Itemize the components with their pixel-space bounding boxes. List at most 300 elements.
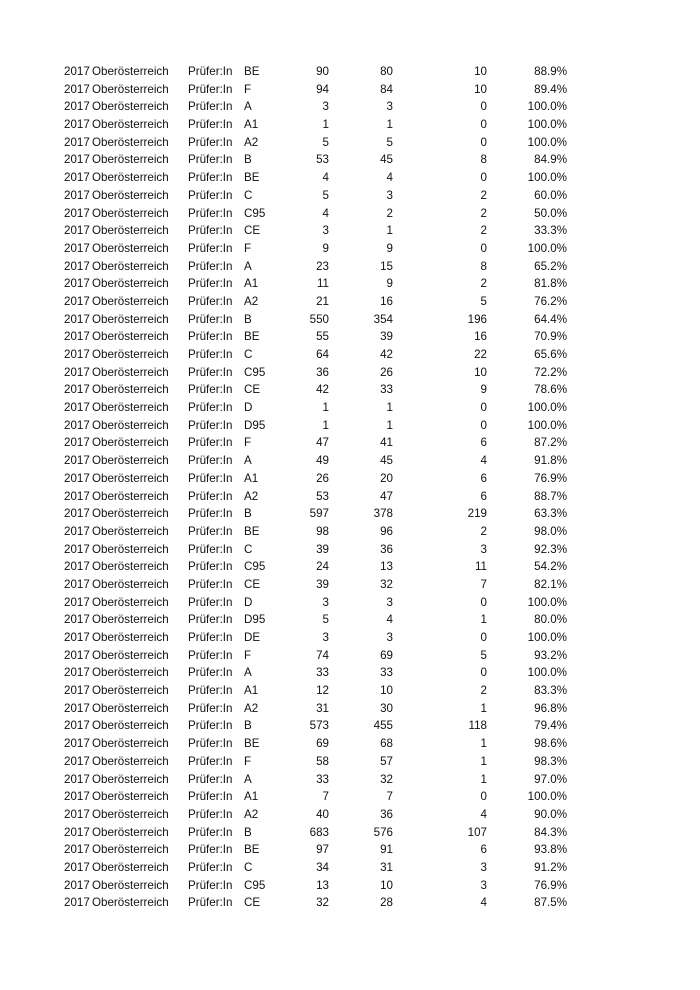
region-cell: Oberösterreich xyxy=(92,613,169,627)
role-cell: Prüfer:In xyxy=(188,790,233,804)
total-cell: 3 xyxy=(322,595,329,609)
region-cell: Oberösterreich xyxy=(92,896,169,910)
pass-rate-cell: 93.2% xyxy=(534,648,567,662)
role-cell: Prüfer:In xyxy=(188,896,233,910)
passed-cell: 36 xyxy=(380,542,393,556)
table-row xyxy=(64,328,584,346)
failed-cell: 107 xyxy=(467,825,487,839)
pass-rate-cell: 72.2% xyxy=(534,365,567,379)
total-cell: 13 xyxy=(316,878,329,892)
failed-cell: 2 xyxy=(480,206,487,220)
license-class-cell: B xyxy=(244,825,252,839)
year-cell: 2017 xyxy=(64,82,90,96)
pass-rate-cell: 82.1% xyxy=(534,577,567,591)
failed-cell: 10 xyxy=(474,65,487,78)
license-class-cell: BE xyxy=(244,330,260,344)
failed-cell: 0 xyxy=(480,666,487,680)
total-cell: 49 xyxy=(316,454,329,468)
table-row xyxy=(64,841,584,859)
failed-cell: 10 xyxy=(474,82,487,96)
role-cell: Prüfer:In xyxy=(188,383,233,397)
year-cell: 2017 xyxy=(64,701,90,715)
role-cell: Prüfer:In xyxy=(188,259,233,273)
license-class-cell: F xyxy=(244,648,252,662)
passed-cell: 3 xyxy=(386,595,393,609)
license-class-cell: B xyxy=(244,312,252,326)
year-cell: 2017 xyxy=(64,312,90,326)
pass-rate-cell: 84.9% xyxy=(534,153,567,167)
year-cell: 2017 xyxy=(64,171,90,185)
failed-cell: 4 xyxy=(480,896,487,910)
year-cell: 2017 xyxy=(64,666,90,680)
table-row xyxy=(64,647,584,665)
role-cell: Prüfer:In xyxy=(188,118,233,132)
role-cell: Prüfer:In xyxy=(188,418,233,432)
passed-cell: 1 xyxy=(386,401,393,415)
year-cell: 2017 xyxy=(64,577,90,591)
license-class-cell: D xyxy=(244,595,253,609)
table-row xyxy=(64,169,584,187)
failed-cell: 0 xyxy=(480,241,487,255)
region-cell: Oberösterreich xyxy=(92,807,169,821)
role-cell: Prüfer:In xyxy=(188,860,233,874)
failed-cell: 6 xyxy=(480,471,487,485)
role-cell: Prüfer:In xyxy=(188,524,233,538)
year-cell: 2017 xyxy=(64,807,90,821)
year-cell: 2017 xyxy=(64,524,90,538)
pass-rate-cell: 65.6% xyxy=(534,348,567,361)
year-cell: 2017 xyxy=(64,613,90,627)
year-cell: 2017 xyxy=(64,595,90,609)
passed-cell: 96 xyxy=(380,524,393,538)
role-cell: Prüfer:In xyxy=(188,878,233,892)
total-cell: 5 xyxy=(322,613,329,627)
failed-cell: 4 xyxy=(480,807,487,821)
pass-rate-cell: 81.8% xyxy=(534,277,567,291)
license-class-cell: A xyxy=(244,772,252,786)
table-row xyxy=(64,859,584,877)
table-row xyxy=(64,151,584,169)
table-row xyxy=(64,806,584,824)
role-cell: Prüfer:In xyxy=(188,772,233,786)
passed-cell: 3 xyxy=(386,188,393,202)
region-cell: Oberösterreich xyxy=(92,224,169,238)
passed-cell: 354 xyxy=(373,312,393,326)
pass-rate-cell: 80.0% xyxy=(534,613,567,627)
license-class-cell: A1 xyxy=(244,118,259,132)
passed-cell: 32 xyxy=(380,772,393,786)
pass-rate-cell: 87.2% xyxy=(534,436,567,450)
year-cell: 2017 xyxy=(64,241,90,255)
year-cell: 2017 xyxy=(64,860,90,874)
passed-cell: 41 xyxy=(380,436,393,450)
year-cell: 2017 xyxy=(64,684,90,698)
license-class-cell: A xyxy=(244,100,252,114)
role-cell: Prüfer:In xyxy=(188,684,233,698)
license-class-cell: B xyxy=(244,507,252,521)
pass-rate-cell: 64.4% xyxy=(534,312,567,326)
role-cell: Prüfer:In xyxy=(188,542,233,556)
table-row xyxy=(64,771,584,789)
table-row xyxy=(64,611,584,629)
year-cell: 2017 xyxy=(64,348,90,361)
license-class-cell: A xyxy=(244,666,252,680)
failed-cell: 11 xyxy=(474,560,487,574)
table-row xyxy=(64,417,584,435)
passed-cell: 26 xyxy=(380,365,393,379)
license-class-cell: A xyxy=(244,259,252,273)
table-row xyxy=(64,576,584,594)
pass-rate-cell: 97.0% xyxy=(534,772,567,786)
region-cell: Oberösterreich xyxy=(92,454,169,468)
passed-cell: 10 xyxy=(380,684,393,698)
total-cell: 40 xyxy=(316,807,329,821)
region-cell: Oberösterreich xyxy=(92,542,169,556)
passed-cell: 33 xyxy=(380,383,393,397)
pass-rate-cell: 100.0% xyxy=(527,595,567,609)
passed-cell: 68 xyxy=(380,737,393,751)
total-cell: 33 xyxy=(316,772,329,786)
data-table xyxy=(64,63,584,912)
role-cell: Prüfer:In xyxy=(188,719,233,733)
failed-cell: 10 xyxy=(474,365,487,379)
year-cell: 2017 xyxy=(64,100,90,114)
table-row xyxy=(64,205,584,223)
total-cell: 21 xyxy=(316,294,329,308)
pass-rate-cell: 98.6% xyxy=(534,737,567,751)
total-cell: 55 xyxy=(316,330,329,344)
role-cell: Prüfer:In xyxy=(188,825,233,839)
license-class-cell: B xyxy=(244,153,252,167)
year-cell: 2017 xyxy=(64,631,90,644)
passed-cell: 45 xyxy=(380,454,393,468)
pass-rate-cell: 76.2% xyxy=(534,294,567,308)
passed-cell: 33 xyxy=(380,666,393,680)
table-row xyxy=(64,116,584,134)
region-cell: Oberösterreich xyxy=(92,82,169,96)
year-cell: 2017 xyxy=(64,383,90,397)
passed-cell: 28 xyxy=(380,896,393,910)
passed-cell: 69 xyxy=(380,648,393,662)
pass-rate-cell: 89.4% xyxy=(534,82,567,96)
pass-rate-cell: 93.8% xyxy=(534,843,567,857)
passed-cell: 80 xyxy=(380,65,393,78)
role-cell: Prüfer:In xyxy=(188,153,233,167)
year-cell: 2017 xyxy=(64,737,90,751)
table-row xyxy=(64,877,584,895)
region-cell: Oberösterreich xyxy=(92,436,169,450)
failed-cell: 6 xyxy=(480,489,487,503)
license-class-cell: F xyxy=(244,82,252,96)
table-row xyxy=(64,63,584,81)
table-row xyxy=(64,700,584,718)
role-cell: Prüfer:In xyxy=(188,277,233,291)
license-class-cell: A1 xyxy=(244,790,259,804)
license-class-cell: A2 xyxy=(244,701,259,715)
total-cell: 1 xyxy=(322,401,329,415)
region-cell: Oberösterreich xyxy=(92,719,169,733)
pass-rate-cell: 87.5% xyxy=(534,896,567,910)
pass-rate-cell: 90.0% xyxy=(534,807,567,821)
role-cell: Prüfer:In xyxy=(188,330,233,344)
region-cell: Oberösterreich xyxy=(92,188,169,202)
pass-rate-cell: 100.0% xyxy=(527,401,567,415)
passed-cell: 576 xyxy=(373,825,393,839)
table-row xyxy=(64,275,584,293)
year-cell: 2017 xyxy=(64,542,90,556)
passed-cell: 57 xyxy=(380,754,393,768)
role-cell: Prüfer:In xyxy=(188,595,233,609)
failed-cell: 6 xyxy=(480,843,487,857)
license-class-cell: BE xyxy=(244,843,260,857)
failed-cell: 0 xyxy=(480,118,487,132)
passed-cell: 30 xyxy=(380,701,393,715)
role-cell: Prüfer:In xyxy=(188,365,233,379)
pass-rate-cell: 78.6% xyxy=(534,383,567,397)
total-cell: 3 xyxy=(322,631,329,644)
failed-cell: 0 xyxy=(480,631,487,644)
license-class-cell: A1 xyxy=(244,684,259,698)
pass-rate-cell: 100.0% xyxy=(527,631,567,644)
table-row xyxy=(64,488,584,506)
year-cell: 2017 xyxy=(64,206,90,220)
table-row xyxy=(64,187,584,205)
passed-cell: 13 xyxy=(380,560,393,574)
year-cell: 2017 xyxy=(64,436,90,450)
total-cell: 24 xyxy=(316,560,329,574)
failed-cell: 219 xyxy=(467,507,487,521)
role-cell: Prüfer:In xyxy=(188,666,233,680)
total-cell: 23 xyxy=(316,259,329,273)
failed-cell: 4 xyxy=(480,454,487,468)
year-cell: 2017 xyxy=(64,719,90,733)
region-cell: Oberösterreich xyxy=(92,259,169,273)
pass-rate-cell: 33.3% xyxy=(534,224,567,238)
total-cell: 42 xyxy=(316,383,329,397)
role-cell: Prüfer:In xyxy=(188,312,233,326)
table-row xyxy=(64,682,584,700)
region-cell: Oberösterreich xyxy=(92,348,169,361)
total-cell: 4 xyxy=(322,171,329,185)
year-cell: 2017 xyxy=(64,65,90,78)
license-class-cell: D95 xyxy=(244,418,266,432)
failed-cell: 1 xyxy=(480,772,487,786)
total-cell: 5 xyxy=(322,188,329,202)
passed-cell: 2 xyxy=(386,206,393,220)
pass-rate-cell: 100.0% xyxy=(527,118,567,132)
failed-cell: 22 xyxy=(474,348,487,361)
table-row xyxy=(64,470,584,488)
total-cell: 36 xyxy=(316,365,329,379)
total-cell: 4 xyxy=(322,206,329,220)
year-cell: 2017 xyxy=(64,489,90,503)
role-cell: Prüfer:In xyxy=(188,241,233,255)
pass-rate-cell: 91.8% xyxy=(534,454,567,468)
failed-cell: 9 xyxy=(480,383,487,397)
license-class-cell: C95 xyxy=(244,560,266,574)
table-row xyxy=(64,364,584,382)
table-row xyxy=(64,346,584,364)
role-cell: Prüfer:In xyxy=(188,754,233,768)
pass-rate-cell: 98.0% xyxy=(534,524,567,538)
pass-rate-cell: 79.4% xyxy=(534,719,567,733)
year-cell: 2017 xyxy=(64,224,90,238)
passed-cell: 1 xyxy=(386,418,393,432)
total-cell: 3 xyxy=(322,100,329,114)
pass-rate-cell: 76.9% xyxy=(534,471,567,485)
license-class-cell: C95 xyxy=(244,206,266,220)
year-cell: 2017 xyxy=(64,401,90,415)
license-class-cell: CE xyxy=(244,896,261,910)
failed-cell: 5 xyxy=(480,648,487,662)
pass-rate-cell: 92.3% xyxy=(534,542,567,556)
year-cell: 2017 xyxy=(64,153,90,167)
role-cell: Prüfer:In xyxy=(188,560,233,574)
region-cell: Oberösterreich xyxy=(92,471,169,485)
table-row xyxy=(64,717,584,735)
region-cell: Oberösterreich xyxy=(92,277,169,291)
table-row xyxy=(64,240,584,258)
passed-cell: 4 xyxy=(386,613,393,627)
region-cell: Oberösterreich xyxy=(92,118,169,132)
total-cell: 33 xyxy=(316,666,329,680)
license-class-cell: BE xyxy=(244,65,260,78)
license-class-cell: CE xyxy=(244,224,261,238)
failed-cell: 1 xyxy=(480,754,487,768)
total-cell: 1 xyxy=(322,418,329,432)
role-cell: Prüfer:In xyxy=(188,577,233,591)
passed-cell: 4 xyxy=(386,171,393,185)
failed-cell: 0 xyxy=(480,100,487,114)
table-row xyxy=(64,293,584,311)
region-cell: Oberösterreich xyxy=(92,701,169,715)
role-cell: Prüfer:In xyxy=(188,471,233,485)
license-class-cell: D95 xyxy=(244,613,266,627)
license-class-cell: F xyxy=(244,241,252,255)
region-cell: Oberösterreich xyxy=(92,631,169,644)
license-class-cell: C xyxy=(244,348,253,361)
failed-cell: 0 xyxy=(480,135,487,149)
table-row xyxy=(64,735,584,753)
passed-cell: 36 xyxy=(380,807,393,821)
failed-cell: 3 xyxy=(480,860,487,874)
failed-cell: 2 xyxy=(480,277,487,291)
pass-rate-cell: 84.3% xyxy=(534,825,567,839)
total-cell: 39 xyxy=(316,577,329,591)
pass-rate-cell: 100.0% xyxy=(527,135,567,149)
table-row xyxy=(64,311,584,329)
failed-cell: 16 xyxy=(474,330,487,344)
region-cell: Oberösterreich xyxy=(92,878,169,892)
year-cell: 2017 xyxy=(64,454,90,468)
table-row xyxy=(64,399,584,417)
year-cell: 2017 xyxy=(64,878,90,892)
failed-cell: 6 xyxy=(480,436,487,450)
passed-cell: 32 xyxy=(380,577,393,591)
pass-rate-cell: 63.3% xyxy=(534,507,567,521)
role-cell: Prüfer:In xyxy=(188,701,233,715)
pass-rate-cell: 100.0% xyxy=(527,418,567,432)
license-class-cell: CE xyxy=(244,577,261,591)
license-class-cell: F xyxy=(244,754,252,768)
total-cell: 12 xyxy=(316,684,329,698)
passed-cell: 1 xyxy=(386,224,393,238)
table-row xyxy=(64,629,584,647)
pass-rate-cell: 83.3% xyxy=(534,684,567,698)
year-cell: 2017 xyxy=(64,294,90,308)
failed-cell: 196 xyxy=(467,312,487,326)
pass-rate-cell: 100.0% xyxy=(527,790,567,804)
role-cell: Prüfer:In xyxy=(188,401,233,415)
table-row xyxy=(64,894,584,912)
failed-cell: 2 xyxy=(480,188,487,202)
license-class-cell: C xyxy=(244,188,253,202)
total-cell: 7 xyxy=(322,790,329,804)
pass-rate-cell: 91.2% xyxy=(534,860,567,874)
region-cell: Oberösterreich xyxy=(92,825,169,839)
pass-rate-cell: 88.9% xyxy=(534,65,567,78)
year-cell: 2017 xyxy=(64,418,90,432)
region-cell: Oberösterreich xyxy=(92,153,169,167)
total-cell: 9 xyxy=(322,241,329,255)
year-cell: 2017 xyxy=(64,560,90,574)
table-row xyxy=(64,452,584,470)
failed-cell: 3 xyxy=(480,542,487,556)
pass-rate-cell: 96.8% xyxy=(534,701,567,715)
pass-rate-cell: 65.2% xyxy=(534,259,567,273)
role-cell: Prüfer:In xyxy=(188,737,233,751)
failed-cell: 118 xyxy=(468,719,487,733)
role-cell: Prüfer:In xyxy=(188,631,233,644)
role-cell: Prüfer:In xyxy=(188,454,233,468)
total-cell: 74 xyxy=(316,648,329,662)
total-cell: 26 xyxy=(316,471,329,485)
pass-rate-cell: 100.0% xyxy=(527,171,567,185)
total-cell: 5 xyxy=(322,135,329,149)
pass-rate-cell: 60.0% xyxy=(534,188,567,202)
total-cell: 64 xyxy=(316,348,329,361)
region-cell: Oberösterreich xyxy=(92,65,169,78)
table-row xyxy=(64,523,584,541)
region-cell: Oberösterreich xyxy=(92,648,169,662)
total-cell: 573 xyxy=(309,719,329,733)
role-cell: Prüfer:In xyxy=(188,224,233,238)
passed-cell: 47 xyxy=(380,489,393,503)
failed-cell: 7 xyxy=(480,577,487,591)
role-cell: Prüfer:In xyxy=(188,135,233,149)
region-cell: Oberösterreich xyxy=(92,330,169,344)
region-cell: Oberösterreich xyxy=(92,401,169,415)
license-class-cell: B xyxy=(244,719,252,733)
pass-rate-cell: 88.7% xyxy=(534,489,567,503)
region-cell: Oberösterreich xyxy=(92,135,169,149)
region-cell: Oberösterreich xyxy=(92,100,169,114)
license-class-cell: A xyxy=(244,454,252,468)
role-cell: Prüfer:In xyxy=(188,613,233,627)
failed-cell: 8 xyxy=(480,259,487,273)
region-cell: Oberösterreich xyxy=(92,489,169,503)
table-row xyxy=(64,505,584,523)
failed-cell: 0 xyxy=(480,418,487,432)
failed-cell: 3 xyxy=(480,878,487,892)
license-class-cell: C xyxy=(244,860,253,874)
region-cell: Oberösterreich xyxy=(92,754,169,768)
region-cell: Oberösterreich xyxy=(92,860,169,874)
passed-cell: 15 xyxy=(380,259,393,273)
region-cell: Oberösterreich xyxy=(92,312,169,326)
year-cell: 2017 xyxy=(64,188,90,202)
passed-cell: 5 xyxy=(386,135,393,149)
